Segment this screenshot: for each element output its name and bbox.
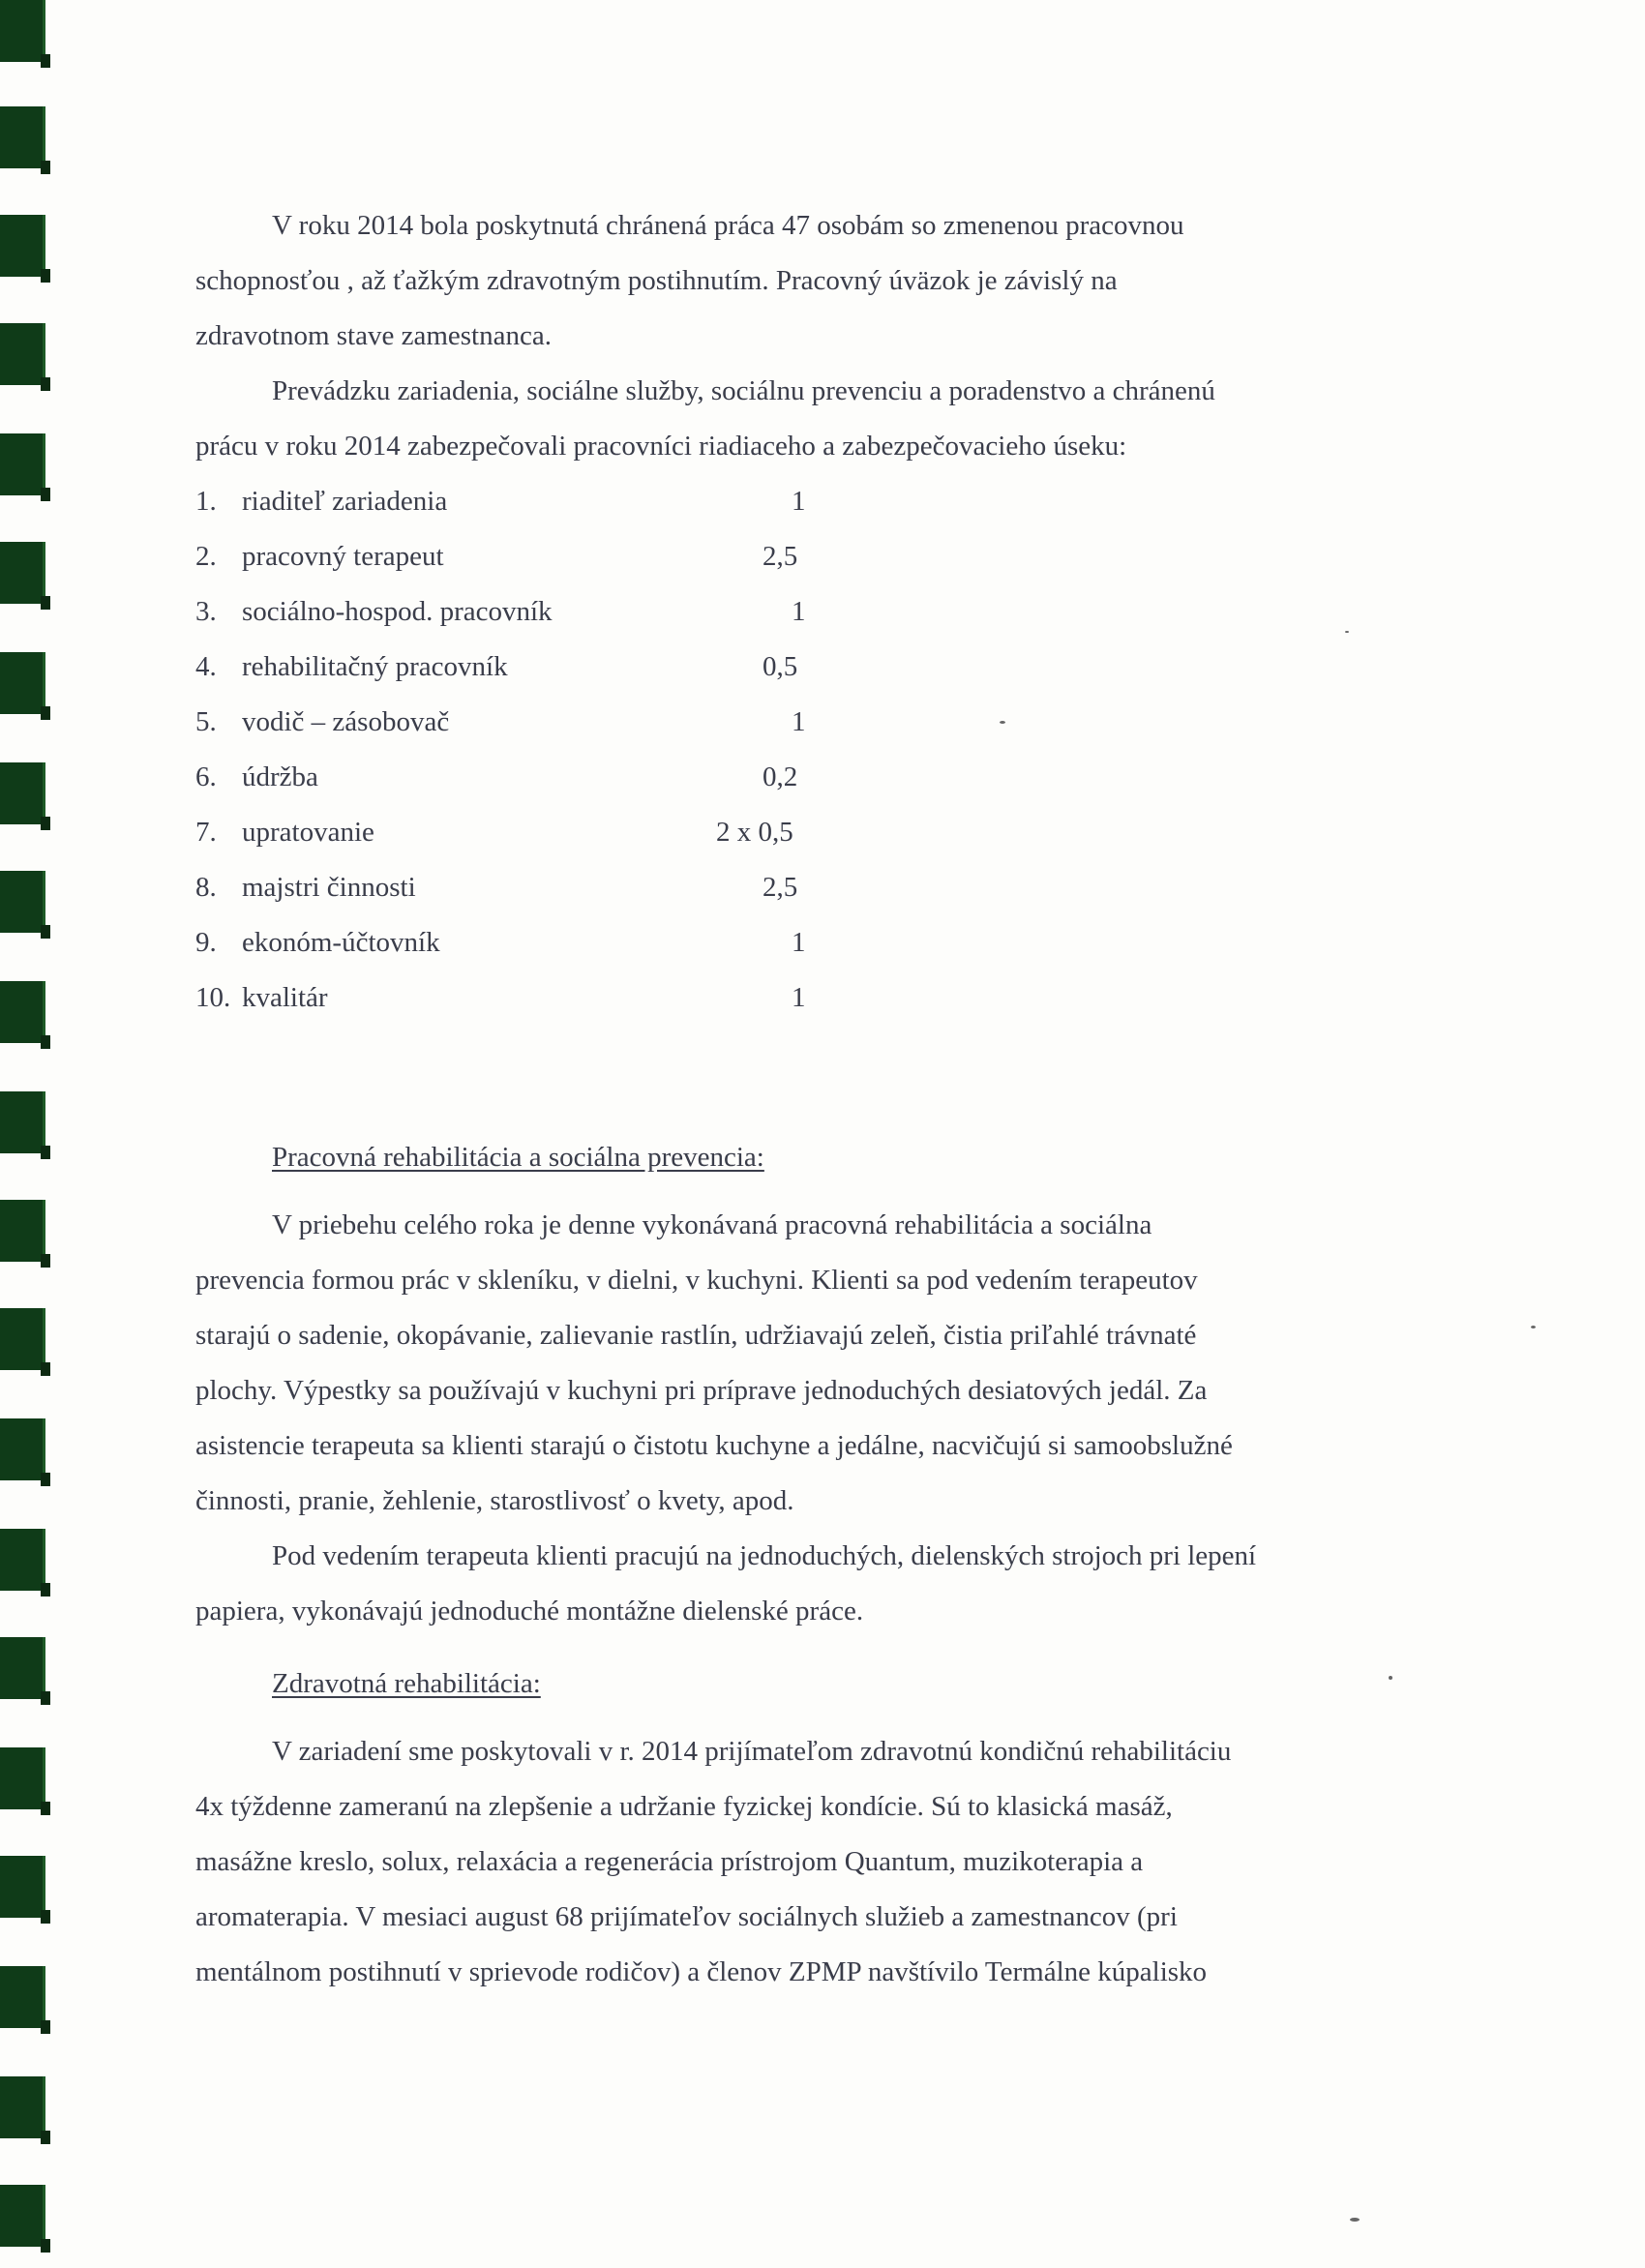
list-value: 0,2 [763,761,798,792]
scan-speck [1350,2218,1360,2222]
scan-speck [1531,1326,1536,1328]
paragraph5-line-2: 4x týždenne zameranú na zlepšenie a udržanie fyzickej kondície. Sú to klasická masáž, [195,1791,1173,1822]
list-item [195,760,318,794]
scan-speck [1345,631,1349,633]
list-number: 5. [195,706,217,737]
paragraph1-line-1: V roku 2014 bola poskytnutá chránená práca 47 osobám so zmenenou pracovnou [272,210,1184,241]
list-number: 7. [195,817,217,848]
list-number: 3. [195,596,217,627]
paragraph3-line-1: V priebehu celého roka je denne vykonávaná pracovná rehabilitácia a sociálna [272,1209,1152,1240]
paragraph3-line-5: asistencie terapeuta sa klienti starajú o čistotu kuchyne a jedálne, nacvičujú si samoobslužné [195,1430,1233,1461]
paragraph5-line-4: aromaterapia. V mesiaci august 68 prijímateľov sociálnych služieb a zamestnancov (pri [195,1901,1178,1932]
list-value: 1 [792,596,806,627]
list-role: majstri činnosti [242,872,416,903]
list-value: 0,5 [763,651,798,682]
list-item [195,649,508,684]
paragraph1-line-2: schopnosťou , až ťažkým zdravotným postihnutím. Pracovný úväzok je závislý na [195,265,1118,296]
list-number: 8. [195,872,217,903]
list-item [195,815,374,850]
paragraph5-line-1: V zariadení sme poskytovali v r. 2014 prijímateľom zdravotnú kondičnú rehabilitáciu [272,1736,1232,1767]
list-value: 2 x 0,5 [716,817,793,848]
list-role: rehabilitačný pracovník [242,651,508,682]
paragraph2-line-1: Prevádzku zariadenia, sociálne služby, sociálnu prevenciu a poradenstvo a chránenú [272,375,1215,406]
paragraph3-line-3: starajú o sadenie, okopávanie, zalievanie rastlín, udržiavajú zeleň, čistia priľahlé trávnaté [195,1320,1197,1351]
list-item [195,704,449,739]
paragraph3-line-6: činnosti, pranie, žehlenie, starostlivosť o kvety, apod. [195,1485,794,1516]
list-item [195,484,447,519]
list-value: 1 [792,982,806,1013]
list-number: 1. [195,486,217,517]
list-item [195,980,328,1015]
paragraph1-line-3: zdravotnom stave zamestnanca. [195,320,552,351]
paragraph5-line-5: mentálnom postihnutí v sprievode rodičov) a členov ZPMP navštívilo Termálne kúpalisko [195,1956,1208,1987]
list-number: 2. [195,541,217,572]
paragraph4-line-2: papiera, vykonávajú jednoduché montážne dielenské práce. [195,1596,864,1626]
list-number: 6. [195,761,217,792]
list-role: vodič – zásobovač [242,706,450,737]
list-value: 2,5 [763,872,798,903]
list-item [195,539,444,574]
section-heading-health-rehab: Zdravotná rehabilitácia: [272,1668,541,1699]
list-role: riaditeľ zariadenia [242,486,448,517]
list-number: 4. [195,651,217,682]
list-role: upratovanie [242,817,374,848]
list-value: 1 [792,927,806,958]
list-number: 10. [195,982,231,1013]
list-role: pracovný terapeut [242,541,444,572]
paragraph3-line-4: plochy. Výpestky sa používajú v kuchyni pri príprave jednoduchých desiatových jedál. Za [195,1375,1208,1406]
list-item [195,594,553,629]
paragraph5-line-3: masážne kreslo, solux, relaxácia a regenerácia prístrojom Quantum, muzikoterapia a [195,1846,1144,1877]
list-role: údržba [242,761,318,792]
section-heading-work-rehab: Pracovná rehabilitácia a sociálna prevencia: [272,1142,764,1173]
list-number: 9. [195,927,217,958]
list-role: kvalitár [242,982,328,1013]
paragraph2-line-2: prácu v roku 2014 zabezpečovali pracovníci riadiaceho a zabezpečovacieho úseku: [195,431,1127,462]
list-value: 1 [792,706,806,737]
paragraph4-line-1: Pod vedením terapeuta klienti pracujú na jednoduchých, dielenských strojoch pri lepení [272,1540,1257,1571]
list-role: sociálno-hospod. pracovník [242,596,553,627]
list-item [195,925,440,960]
list-value: 2,5 [763,541,798,572]
list-value: 1 [792,486,806,517]
scan-speck [1389,1676,1392,1680]
list-item [195,870,416,905]
scan-speck [1000,721,1005,724]
paragraph3-line-2: prevencia formou prác v skleníku, v dielni, v kuchyni. Klienti sa pod vedením terapeutov [195,1265,1198,1296]
list-role: ekonóm-účtovník [242,927,440,958]
